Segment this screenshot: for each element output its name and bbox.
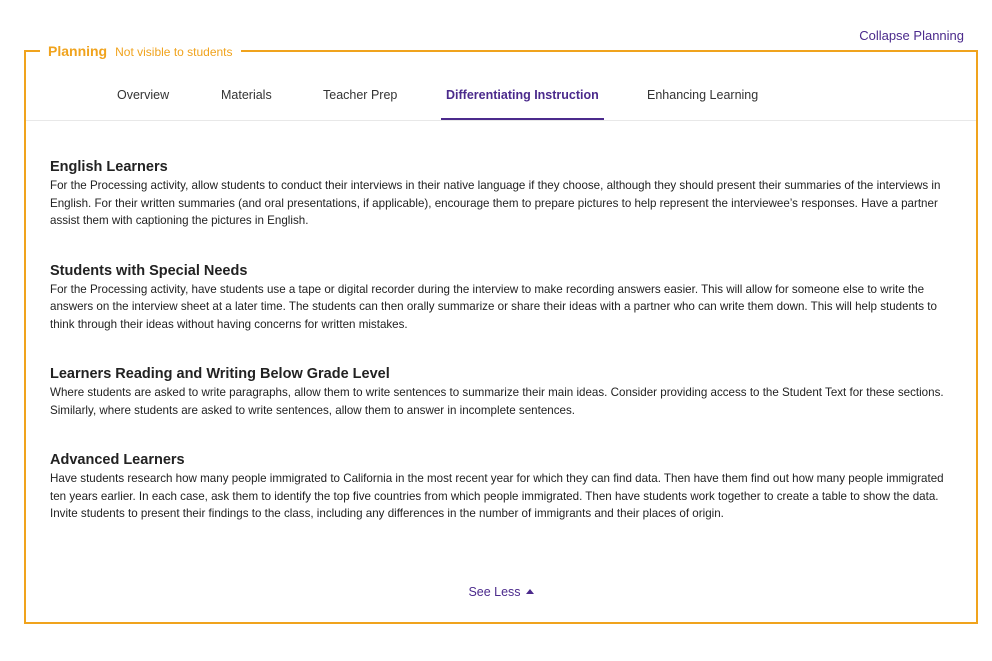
caret-up-icon [526, 589, 534, 594]
planning-tabs [26, 80, 976, 121]
section-heading: Learners Reading and Writing Below Grade Level [50, 366, 390, 382]
section-below-grade-level [50, 365, 956, 419]
section-advanced-learners [50, 451, 956, 523]
section-heading: English Learners [50, 159, 168, 175]
planning-panel [24, 43, 978, 624]
section-heading: Students with Special Needs [50, 262, 248, 279]
see-less-button[interactable] [26, 585, 976, 599]
section-body: Where students are asked to write paragraphs, allow them to write sentences to summarize their main ideas. Consider providing access to the Student Text for these sections. Similarly, where students are asked to write sentences, allow them to answer in incomplete sentences. [50, 386, 944, 417]
see-less-label: See Less [468, 585, 521, 599]
planning-legend [40, 41, 241, 62]
section-english-learners [50, 158, 956, 230]
section-body: For the Processing activity, have students use a tape or digital recorder during the interview to make recording answers easier. This will allow for someone else to write the answers on the interview sheet at a later time. The students can then orally summarize or share their ideas with a partner who can write them down. This will help students to think through their ideas without having concerns for written mistakes. [50, 282, 937, 331]
tab-teacher-prep[interactable]: Teacher Prep [323, 88, 398, 102]
tab-differentiating-instruction[interactable]: Differentiating Instruction [441, 88, 604, 120]
tab-content [50, 158, 956, 555]
tab-overview[interactable]: Overview [117, 88, 170, 102]
collapse-planning-link[interactable]: Collapse Planning [859, 28, 964, 43]
visibility-note: Not visible to students [115, 45, 233, 59]
section-body: Have students research how many people immigrated to California in the most recent year for which they can find data. Then have them find out how many people immigrated ten years earlier. In each case, ask them to identify the top five countries from which people immigrated. Then have students work together to create a table to show the data. Invite students to present their findings to the class, including any differences in the number of immigrants and their places of origin. [50, 472, 944, 520]
tab-enhancing-learning[interactable]: Enhancing Learning [647, 88, 759, 102]
section-body: For the Processing activity, allow students to conduct their interviews in their native language if they choose, although they should present their summaries of the interviews in English. For their written summaries (and oral presentations, if applicable), encourage them to prepare pictures to help represent the interviewee’s responses. Have a partner assist them with captioning the pictures in English. [50, 179, 941, 227]
planning-title: Planning [48, 43, 108, 59]
tab-materials[interactable]: Materials [221, 88, 272, 102]
section-heading: Advanced Learners [50, 452, 185, 468]
section-special-needs [50, 262, 956, 334]
